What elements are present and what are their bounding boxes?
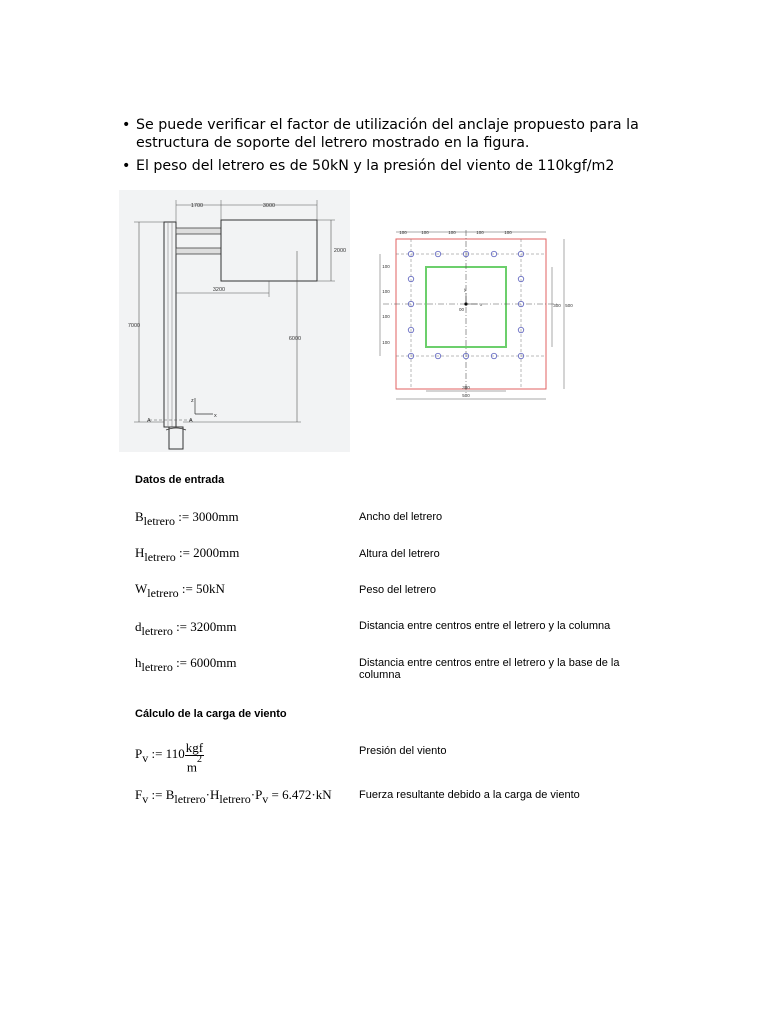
denominator-base: m <box>186 759 197 775</box>
dim-right-inner: 300 <box>553 303 561 308</box>
bullet-item <box>120 157 640 175</box>
term-subscript: letrero <box>174 792 206 806</box>
arm-bottom <box>176 248 221 254</box>
dim-left: 100 <box>382 314 390 319</box>
desc-fv: Fuerza resultante debido a la carga de viento <box>359 789 580 801</box>
base-plate <box>396 239 546 389</box>
section-wind-title: Cálculo de la carga de viento <box>135 708 287 720</box>
formula-subscript: letrero <box>143 514 175 528</box>
desc-w-letrero: Peso del letrero <box>359 584 437 596</box>
center-y-label: y <box>464 287 467 292</box>
multiply-dot: · <box>250 787 256 802</box>
formula-expression: := 3200mm <box>172 619 237 634</box>
dim-top: 100 <box>421 230 429 235</box>
multiply-dot: · <box>205 787 211 802</box>
formula-h-letrero-height <box>135 545 239 565</box>
dim-total-height: 7000 <box>127 323 141 329</box>
bullet-text: El peso del letrero es de 50kN y la presión del viento de 110kgf/m2 <box>136 158 615 174</box>
formula-expression: := 50kN <box>178 581 225 596</box>
bullet-text: Se puede verificar el factor de utilización del anclaje propuesto para la estructura de soporte del letrero mostrado en la figura. <box>136 117 639 151</box>
baseplate-plan-drawing <box>368 215 583 405</box>
elevation-svg <box>119 190 350 452</box>
formula-symbol: H <box>135 545 145 560</box>
formula-expression: := 2000mm <box>175 545 240 560</box>
dim-top: 100 <box>399 230 407 235</box>
desc-d-letrero: Distancia entre centros entre el letrero y la columna <box>359 620 611 632</box>
term-p: P <box>255 787 263 802</box>
dim-left: 100 <box>382 289 390 294</box>
section-input-title: Datos de entrada <box>135 474 225 486</box>
desc-h-letrero: Altura del letrero <box>359 548 440 560</box>
axis-z-label: z <box>191 398 194 404</box>
formula-w-letrero <box>135 581 225 601</box>
denominator-exponent: 2 <box>196 754 202 765</box>
dim-sign-base-height: 6000 <box>288 336 302 342</box>
sign-panel <box>221 220 317 281</box>
formula-subscript: v <box>142 751 149 766</box>
dim-sign-height: 2000 <box>333 248 347 254</box>
formula-pv <box>135 738 204 775</box>
axis-x-label: x <box>214 413 217 419</box>
column-shape <box>164 222 176 427</box>
formula-h-letrero-base <box>135 655 236 675</box>
formula-symbol: P <box>135 746 143 762</box>
section-a-right-label: A <box>189 418 193 424</box>
formula-subscript: letrero <box>144 550 176 564</box>
bullet-item <box>120 116 640 152</box>
dim-sign-width: 3000 <box>262 203 276 209</box>
formula-symbol: d <box>135 619 142 634</box>
formula-expression: := 6000mm <box>172 655 237 670</box>
desc-b-letrero: Ancho del letrero <box>359 511 443 523</box>
term-h: H <box>210 787 220 802</box>
dim-top: 100 <box>504 230 512 235</box>
dim-bottom-outer: 500 <box>462 393 470 398</box>
formula-symbol: W <box>135 581 148 596</box>
dim-left: 100 <box>382 264 390 269</box>
formula-expression: := 110 <box>148 746 185 762</box>
bullet-marker: • <box>122 158 131 174</box>
dim-top: 100 <box>448 230 456 235</box>
fraction-numerator: kgf <box>185 740 204 755</box>
formula-d-letrero <box>135 619 236 639</box>
dim-col-offset: 1700 <box>190 203 204 209</box>
dim-left: 100 <box>382 340 390 345</box>
desc-h-letrero-base: Distancia entre centros entre el letrero y la base de la columna <box>359 657 620 681</box>
sign-elevation-drawing <box>119 190 350 452</box>
section-a-left-label: A <box>147 418 151 424</box>
formula-expression: := 3000mm <box>174 509 239 524</box>
dim-top: 100 <box>476 230 484 235</box>
dim-right-outer: 500 <box>565 303 573 308</box>
dim-distance: 3200 <box>212 287 226 293</box>
term-subscript: letrero <box>219 792 251 806</box>
fraction <box>185 741 204 775</box>
formula-fv <box>135 787 332 807</box>
column-base <box>169 427 183 449</box>
formula-b-letrero <box>135 509 239 529</box>
formula-symbol: F <box>135 787 143 802</box>
fraction-denominator <box>185 756 204 775</box>
formula-subscript: letrero <box>141 660 173 674</box>
formula-subscript: letrero <box>147 586 179 600</box>
problem-statement <box>120 116 640 180</box>
term-b: B <box>165 787 175 802</box>
formula-symbol: h <box>135 655 142 670</box>
center-x-label: x <box>480 302 483 307</box>
formula-symbol: B <box>135 509 144 524</box>
formula-subscript: letrero <box>141 624 173 638</box>
term-subscript: v <box>262 792 269 806</box>
center-origin-label: 00 <box>459 307 465 312</box>
arm-top <box>176 228 221 234</box>
plan-svg <box>368 215 583 405</box>
dim-bottom-inner: 300 <box>462 385 470 390</box>
formula-subscript: v <box>142 792 149 806</box>
desc-pv: Presión del viento <box>359 745 447 757</box>
bullet-marker: • <box>122 117 131 133</box>
formula-expression: := <box>148 787 166 802</box>
formula-result: = 6.472·kN <box>268 787 332 802</box>
